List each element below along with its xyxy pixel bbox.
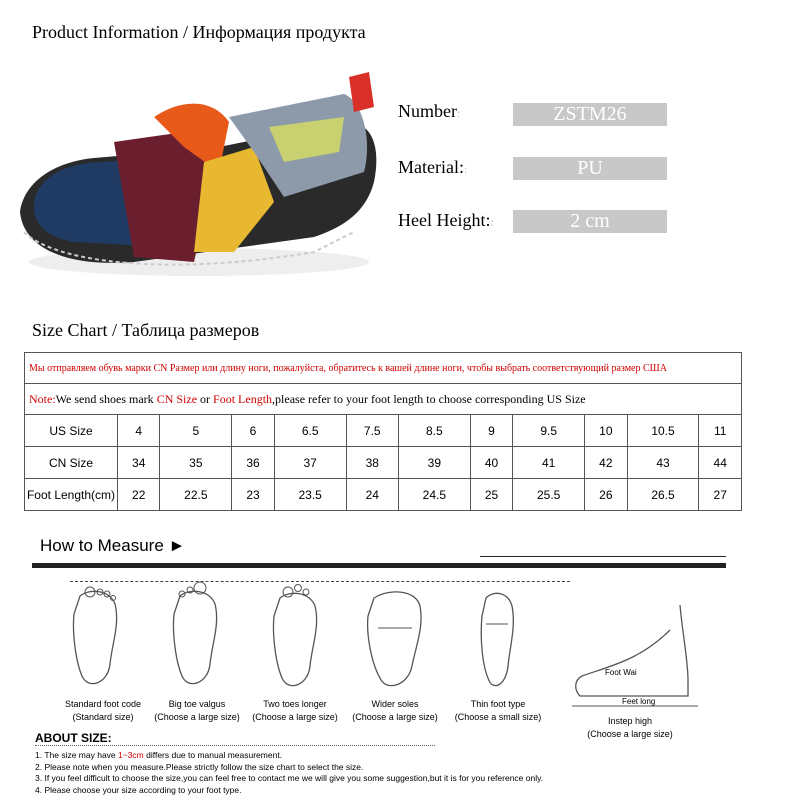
table-cell: 34 (118, 447, 160, 479)
size-note-russian: Мы отправляем обувь марки CN Размер или длину ноги, пожалуйста, обратитесь к вашей длине ноги, чтобы выбрать соответствующий размер США (25, 353, 742, 384)
table-cell: 23.5 (274, 479, 346, 511)
foot-caption: Two toes longer (Choose a large size) (252, 699, 338, 722)
foot-caption: Thin foot type (Choose a small size) (454, 699, 542, 722)
list-item: 3. If you feel difficult to choose the size,you can feel free to contact me we will give you some suggestion,but it is for you reference only. (35, 773, 544, 783)
table-cell: 4 (118, 415, 160, 447)
table-cell: 22 (118, 479, 160, 511)
about-size-title: ABOUT SIZE: (35, 731, 112, 745)
table-row-cn-size (25, 447, 742, 479)
shoe-image (14, 62, 384, 287)
table-cell: 23 (232, 479, 274, 511)
big-toe-valgus-foot-icon (160, 578, 230, 694)
table-cell: 24 (346, 479, 398, 511)
table-cell: 6.5 (274, 415, 346, 447)
foot-caption: Big toe valgus (Choose a large size) (154, 699, 240, 722)
how-to-measure-title: How to Measure ► (40, 536, 186, 555)
table-cell: 44 (699, 447, 742, 479)
divider (35, 745, 435, 746)
spec-value-heel-height: 2 cm (513, 210, 667, 233)
table-cell: 26.5 (627, 479, 699, 511)
row-label: Foot Length(cm) (25, 479, 118, 511)
table-cell: 26 (585, 479, 627, 511)
table-cell: 43 (627, 447, 699, 479)
spec-value-material: PU (513, 157, 667, 180)
table-row-foot-length (25, 479, 742, 511)
divider (32, 563, 726, 568)
table-cell: 25.5 (513, 479, 585, 511)
spec-label-material: Material:: (398, 157, 468, 177)
page-title: Product Information / Информация продукта (32, 22, 366, 42)
table-cell: 6 (232, 415, 274, 447)
divider (480, 556, 726, 557)
thin-foot-type-icon (462, 584, 532, 694)
table-cell: 22.5 (160, 479, 232, 511)
table-cell: 37 (274, 447, 346, 479)
table-cell: 5 (160, 415, 232, 447)
size-chart-title: Size Chart / Таблица размеров (32, 320, 260, 340)
row-label: CN Size (25, 447, 118, 479)
about-size-list (35, 750, 543, 796)
size-note-english: Note:We send shoes mark CN Size or Foot Length,please refer to your foot length to choose corresponding US Size (25, 384, 742, 415)
feet-long-label: Feet long (622, 697, 656, 706)
table-cell: 24.5 (398, 479, 470, 511)
spec-value-number: ZSTM26 (513, 103, 667, 126)
size-table (24, 352, 742, 511)
list-item: 4. Please choose your size according to your foot type. (35, 784, 242, 795)
dotted-guide-line (70, 581, 570, 582)
two-toes-longer-foot-icon (260, 584, 330, 694)
table-cell: 35 (160, 447, 232, 479)
row-label: US Size (25, 415, 118, 447)
table-row-us-size (25, 415, 742, 447)
list-item: 2. Please note when you measure.Please strictly follow the size chart to select the size. (35, 761, 364, 772)
foot-caption: Wider soles (Choose a large size) (352, 699, 438, 722)
table-cell: 11 (699, 415, 742, 447)
table-cell: 10 (585, 415, 627, 447)
table-cell: 39 (398, 447, 470, 479)
table-cell: 38 (346, 447, 398, 479)
table-cell: 41 (513, 447, 585, 479)
table-cell: 36 (232, 447, 274, 479)
table-cell: 8.5 (398, 415, 470, 447)
foot-wai-label: Foot Wai (605, 668, 637, 677)
instep-foot-side-icon (570, 600, 700, 710)
table-cell: 7.5 (346, 415, 398, 447)
table-cell: 9.5 (513, 415, 585, 447)
spec-label-heel-height: Heel Height:: (398, 210, 494, 230)
table-cell: 27 (699, 479, 742, 511)
standard-foot-icon (60, 584, 130, 694)
spec-label-number: Number: (398, 101, 461, 121)
table-cell: 40 (470, 447, 512, 479)
foot-caption: Standard foot code (Standard size) (64, 699, 142, 722)
instep-caption: Instep high (Choose a large size) (587, 716, 673, 739)
list-item: 1. The size may have 1~3cm differs due to manual measurement. (35, 750, 283, 760)
table-cell: 25 (470, 479, 512, 511)
table-cell: 42 (585, 447, 627, 479)
table-cell: 9 (470, 415, 512, 447)
table-cell: 10.5 (627, 415, 699, 447)
wider-soles-foot-icon (360, 584, 430, 694)
